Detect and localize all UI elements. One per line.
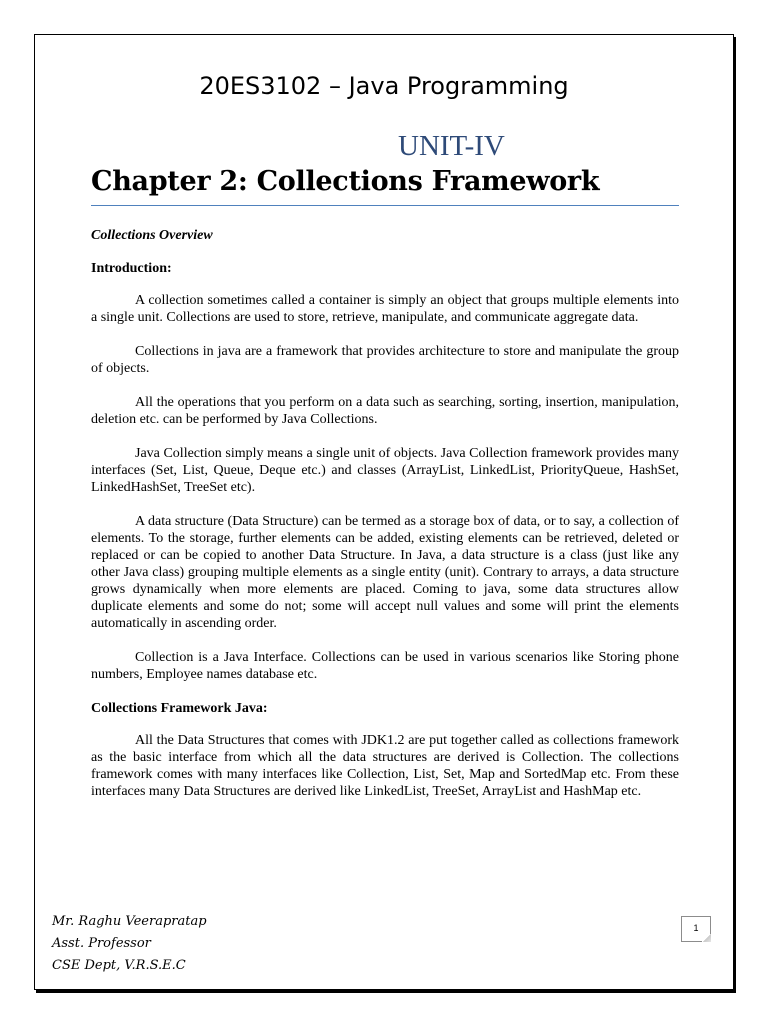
paragraph: A collection sometimes called a container is simply an object that groups multiple elements into a single unit. Collections are used to store, retrieve, manipulate, and communicate aggregate data.: [91, 293, 679, 325]
framework-paragraph: All the Data Structures that comes with JDK1.2 are put together called as collections framework as the basic interface from which all the data structures are derived is Collection. The collections framework comes with many interfaces like Collection, List, Set, Map and SortedMap etc. From these interfaces many Data Structures are derived like LinkedList, TreeSet, ArrayList and HashMap etc.: [91, 733, 679, 799]
chapter-title: Chapter 2: Collections Framework: [91, 166, 600, 197]
author-department: CSE Dept, V.R.S.E.C: [52, 958, 186, 973]
course-title: 20ES3102 – Java Programming: [199, 72, 569, 100]
document-body: [91, 227, 679, 817]
paragraph: All the operations that you perform on a data such as searching, sorting, insertion, manipulation, deletion etc. can be performed by Java Collections.: [91, 395, 679, 427]
collections-overview-subheading: Collections Overview: [91, 228, 213, 243]
author-signature: [52, 911, 207, 977]
page-curl-icon: [702, 934, 711, 942]
introduction-heading: Introduction:: [91, 261, 172, 276]
author-title: Asst. Professor: [52, 936, 151, 951]
paragraph: Collections in java are a framework that provides architecture to store and manipulate the group of objects.: [91, 344, 679, 376]
paragraph: A data structure (Data Structure) can be termed as a storage box of data, or to say, a collection of elements. To the storage, further elements can be added, existing elements can be retrieved, deleted or replaced or can be copied to another Data Structure. In Java, a data structure is a class (just like any other Java class) grouping multiple elements as a single entity (unit). Contrary to arrays, a data structure grows dynamically when more elements are placed. Coming to java, some data structures allow duplicate elements and some do not; some will accept null values and some will print the elements automatically in ascending order.: [91, 514, 679, 631]
framework-heading: Collections Framework Java:: [91, 701, 268, 716]
page-number: 1: [693, 923, 699, 933]
page-number-badge: [681, 916, 711, 942]
paragraph: Collection is a Java Interface. Collections can be used in various scenarios like Storing phone numbers, Employee names database etc.: [91, 650, 679, 682]
chapter-divider: [91, 205, 679, 206]
author-name: Mr. Raghu Veerapratap: [52, 914, 207, 929]
paragraph: Java Collection simply means a single unit of objects. Java Collection framework provides many interfaces (Set, List, Queue, Deque etc.) and classes (ArrayList, LinkedList, PriorityQueue, HashSet, LinkedHashSet, TreeSet etc).: [91, 446, 679, 495]
unit-label: UNIT-IV: [398, 130, 505, 162]
